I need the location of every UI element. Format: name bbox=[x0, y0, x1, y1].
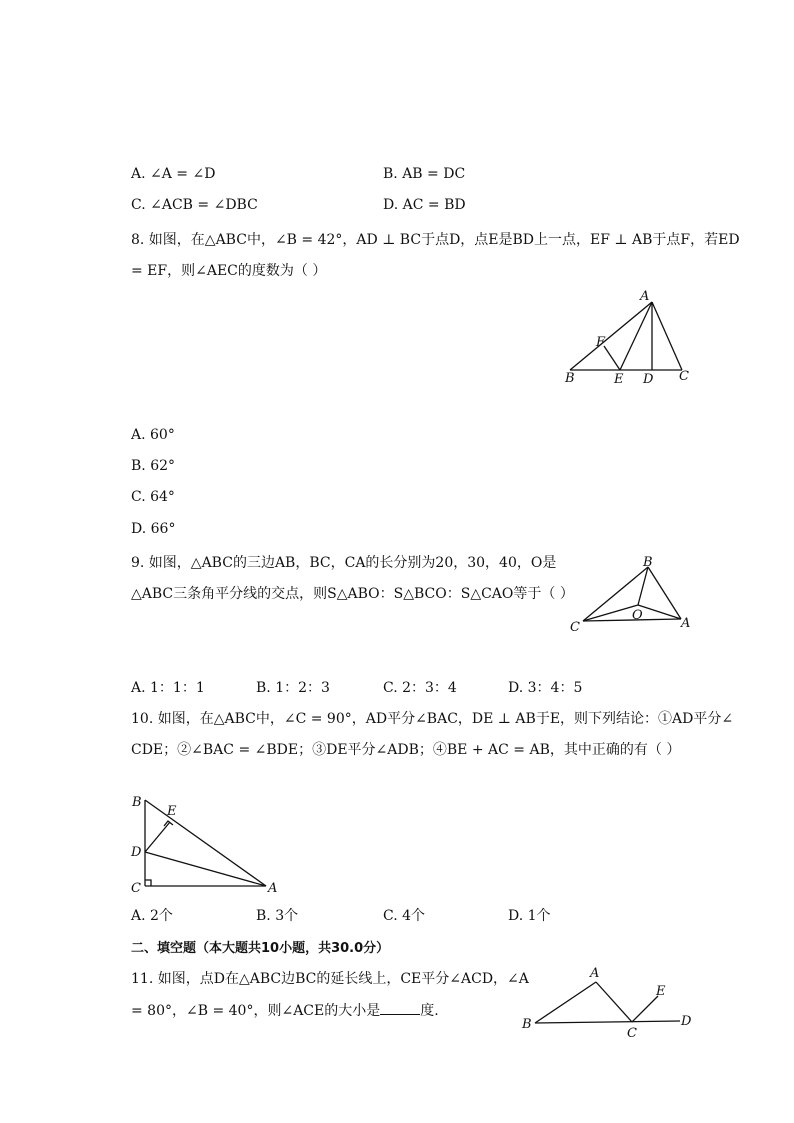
q9-label-b: B bbox=[643, 555, 653, 570]
q9-stem-line2: △ABC三条角平分线的交点，则S△ABO：S△BCO：S△CAO等于（ ） bbox=[131, 586, 574, 602]
q9-option-c: C. 2：3：4 bbox=[383, 680, 457, 696]
q10-option-d: D. 1个 bbox=[508, 908, 551, 924]
q11-label-e: E bbox=[656, 984, 666, 999]
q8-label-b: B bbox=[565, 371, 575, 386]
q9-triangle bbox=[583, 567, 681, 621]
q11-stem-line2-pre: = 80°，∠B = 40°，则∠ACE的大小是 bbox=[131, 1003, 381, 1019]
q11-stem-line1: 11. 如图，点D在△ABC边BC的延长线上，CE平分∠ACD，∠A bbox=[131, 971, 529, 987]
q7-option-a: A. ∠A = ∠D bbox=[131, 166, 216, 182]
q10-label-b: B bbox=[132, 795, 142, 810]
q11-figure-lines bbox=[535, 982, 680, 1023]
q8-stem-line1: 8. 如图，在△ABC中，∠B = 42°，AD ⊥ BC于点D，点E是BD上一点，EF ⊥ AB于点F，若ED bbox=[131, 232, 740, 248]
q9-label-o: O bbox=[632, 608, 643, 623]
q10-option-c: C. 4个 bbox=[383, 908, 426, 924]
q8-stem-line2: = EF，则∠AEC的度数为（ ） bbox=[131, 263, 327, 279]
q11-label-c: C bbox=[627, 1026, 637, 1041]
section-title-fill-in: 二、填空题（本大题共10小题，共30.0分） bbox=[131, 941, 390, 956]
q8-option-a: A. 60° bbox=[131, 427, 175, 443]
q8-label-c: C bbox=[679, 369, 689, 384]
q10-label-c: C bbox=[131, 881, 141, 896]
q8-option-c: C. 64° bbox=[131, 489, 175, 505]
q8-label-e: E bbox=[614, 372, 624, 387]
q8-label-d: D bbox=[643, 372, 654, 387]
q9-option-a: A. 1：1：1 bbox=[131, 680, 205, 696]
q11-stem-line2 bbox=[131, 1000, 439, 1020]
q8-option-d: D. 66° bbox=[131, 521, 176, 537]
q10-triangle bbox=[145, 800, 266, 886]
q10-stem-line2: CDE；②∠BAC = ∠BDE；③DE平分∠ADB；④BE + AC = AB，其中正确的有（ ） bbox=[131, 742, 681, 758]
q9-label-c: C bbox=[570, 620, 580, 635]
q7-option-b: B. AB = DC bbox=[383, 166, 466, 182]
q11-label-d: D bbox=[681, 1014, 692, 1029]
q11-answer-blank[interactable] bbox=[380, 1014, 420, 1015]
q7-option-c: C. ∠ACB = ∠DBC bbox=[131, 197, 258, 213]
q9-label-a: A bbox=[681, 616, 691, 631]
q8-triangle bbox=[570, 302, 682, 370]
q8-label-f: F bbox=[596, 335, 606, 350]
q9-stem-line1: 9. 如图，△ABC的三边AB，BC，CA的长分别为20，30，40，O是 bbox=[131, 555, 557, 571]
q11-label-b: B bbox=[522, 1017, 532, 1032]
q7-option-d: D. AC = BD bbox=[383, 197, 466, 213]
q10-option-b: B. 3个 bbox=[256, 908, 299, 924]
q10-option-a: A. 2个 bbox=[131, 908, 173, 924]
q11-label-a: A bbox=[590, 966, 600, 981]
q8-label-a: A bbox=[640, 289, 650, 304]
q11-stem-line2-post: 度. bbox=[420, 1003, 439, 1019]
q10-stem-line1: 10. 如图，在△ABC中，∠C = 90°，AD平分∠BAC，DE ⊥ AB于E，则下列结论：①AD平分∠ bbox=[131, 711, 734, 727]
q8-option-b: B. 62° bbox=[131, 458, 176, 474]
q10-label-e: E bbox=[167, 804, 177, 819]
q9-option-b: B. 1：2：3 bbox=[256, 680, 330, 696]
q9-option-d: D. 3：4：5 bbox=[508, 680, 583, 696]
q10-label-d: D bbox=[131, 845, 142, 860]
q10-label-a: A bbox=[268, 881, 278, 896]
